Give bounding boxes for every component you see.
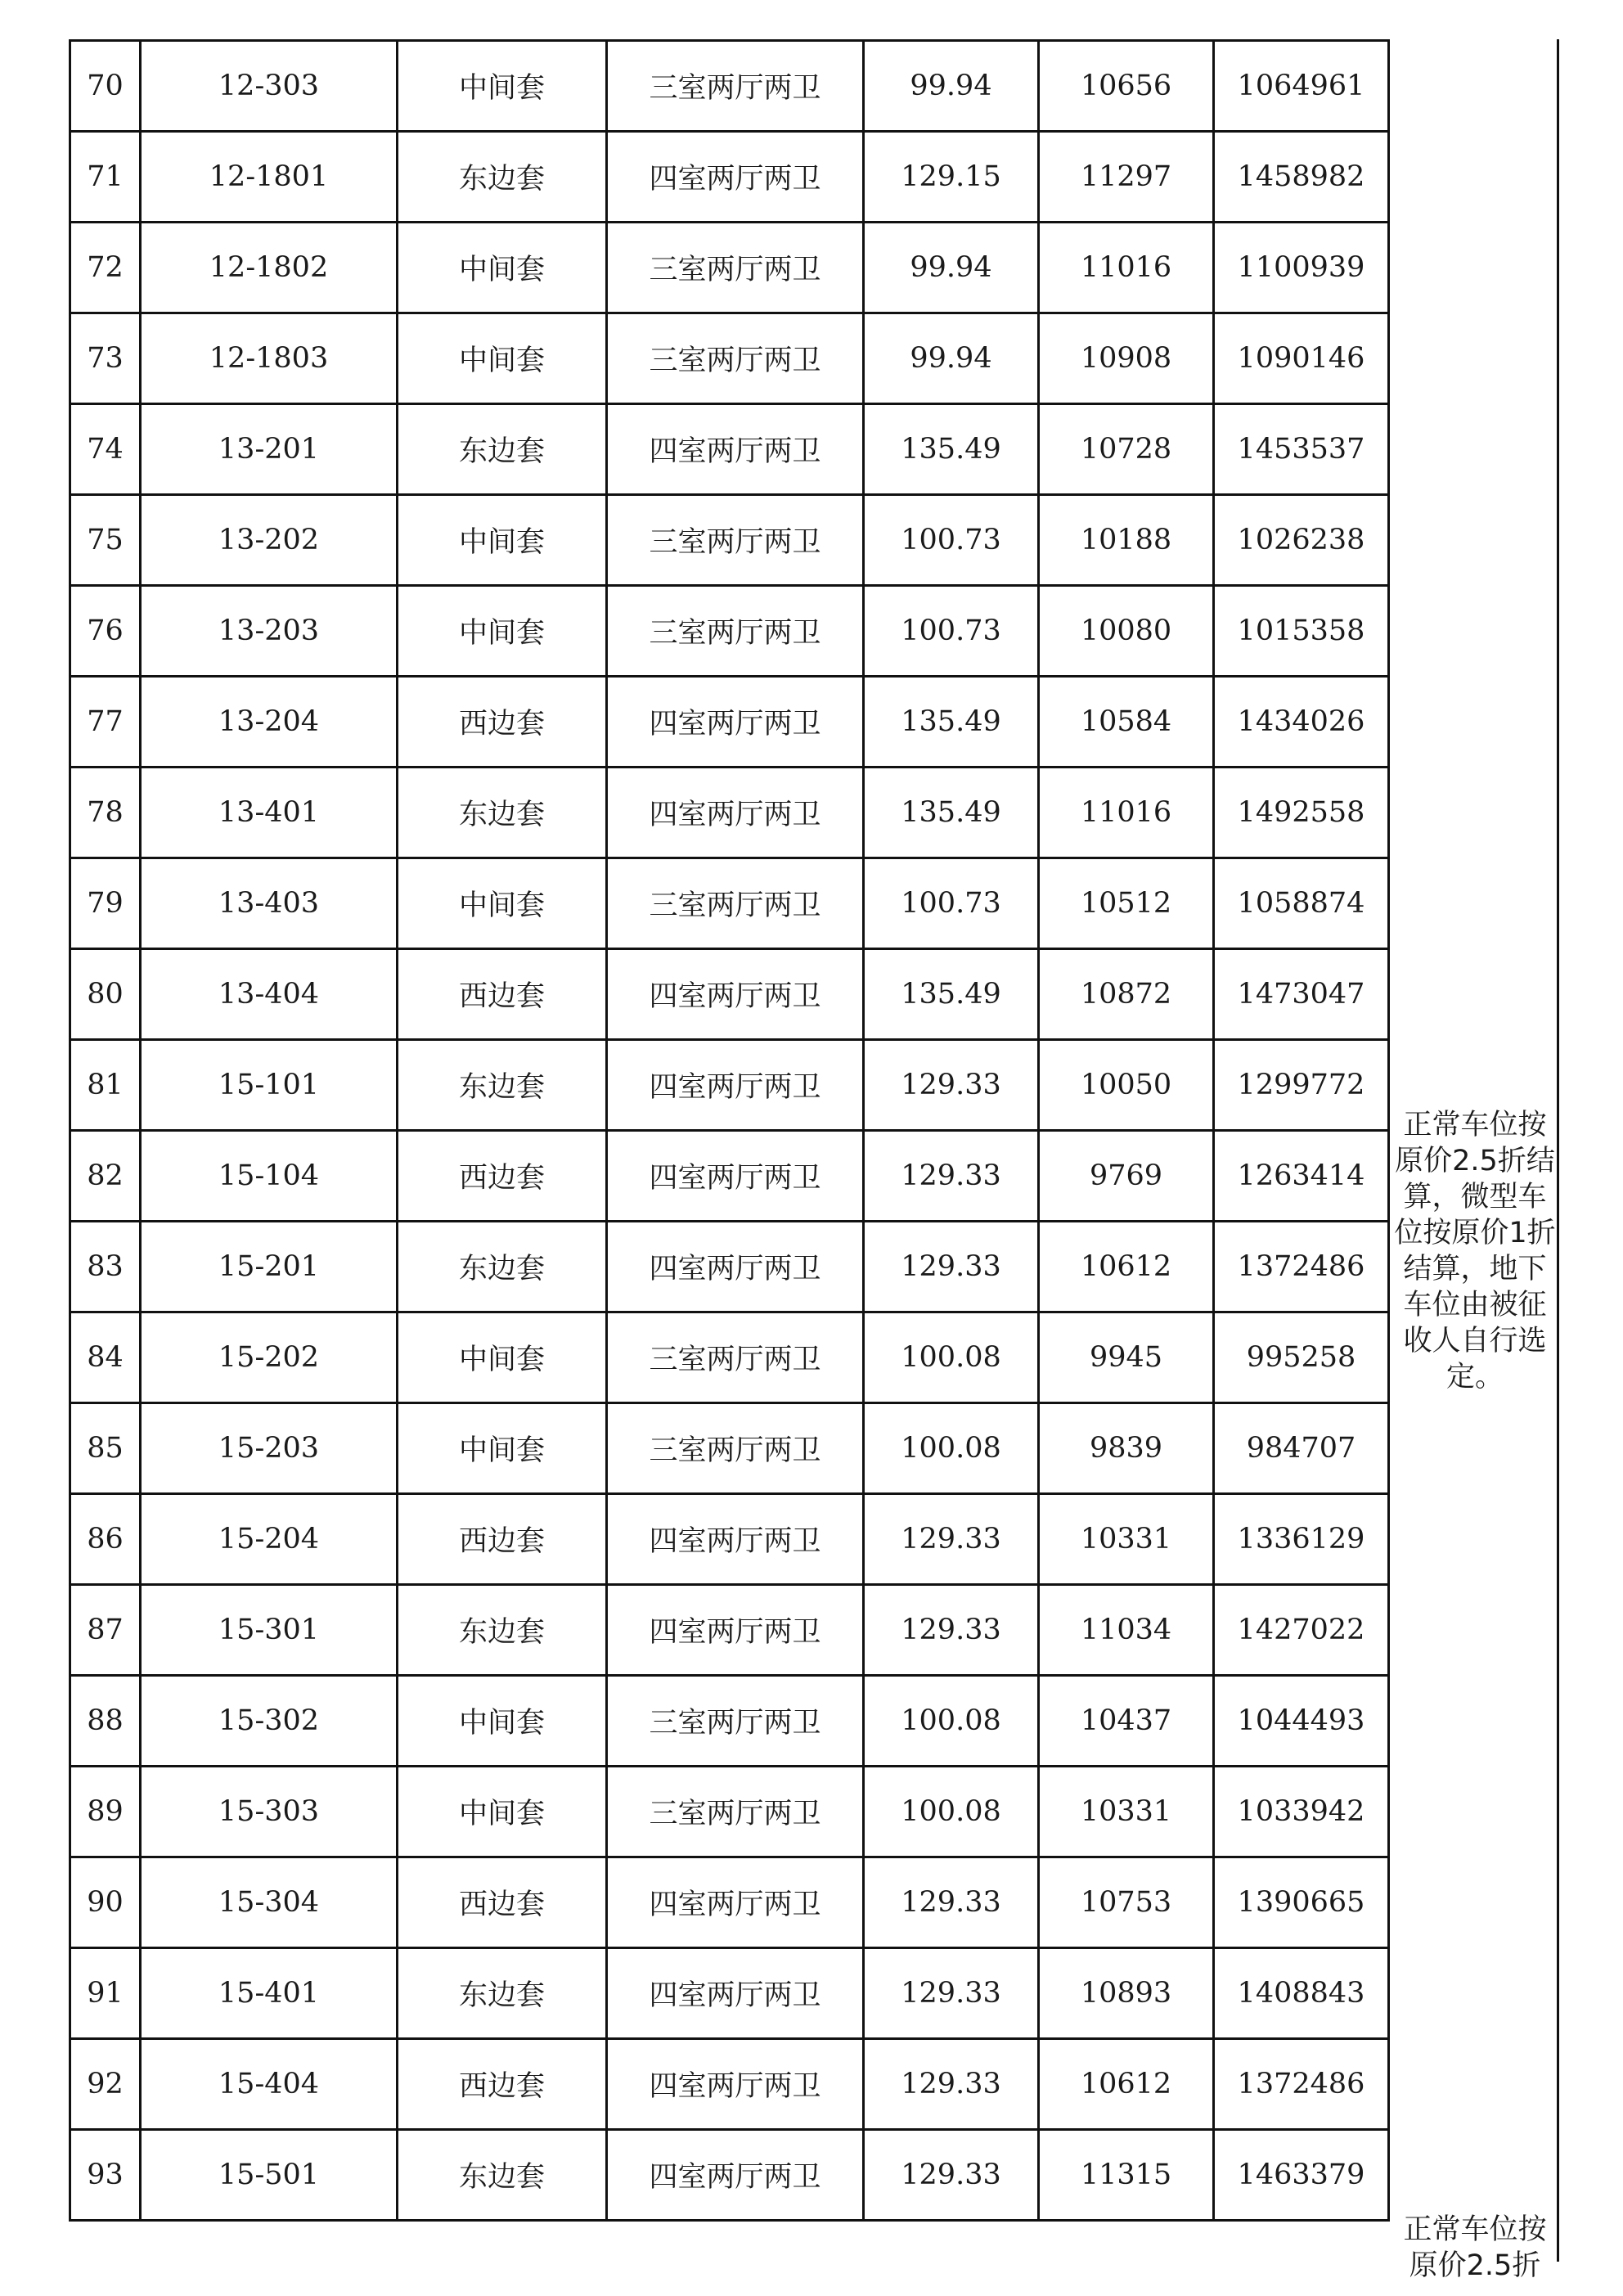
total-price-cell: 1015358	[1214, 586, 1389, 677]
room-layout-cell: 三室两厅两卫	[607, 41, 864, 132]
table-row	[70, 1494, 1389, 1585]
total-price-cell: 1427022	[1214, 1585, 1389, 1676]
unit-price-cell: 10753	[1039, 1857, 1214, 1948]
row-number-cell: 77	[70, 677, 141, 768]
room-layout-cell: 三室两厅两卫	[607, 1312, 864, 1403]
room-layout-cell: 四室两厅两卫	[607, 1040, 864, 1131]
table-row	[70, 1222, 1389, 1312]
unit-position-cell: 中间套	[398, 1312, 607, 1403]
area-cell: 99.94	[864, 41, 1039, 132]
total-price-cell: 1299772	[1214, 1040, 1389, 1131]
unit-price-cell: 11297	[1039, 132, 1214, 223]
area-cell: 100.08	[864, 1767, 1039, 1857]
table-row	[70, 132, 1389, 223]
table-row	[70, 41, 1389, 132]
room-layout-cell: 四室两厅两卫	[607, 949, 864, 1040]
unit-position-cell: 西边套	[398, 1494, 607, 1585]
area-cell: 135.49	[864, 677, 1039, 768]
row-number-cell: 80	[70, 949, 141, 1040]
parking-remark: 正常车位按原价2.5折结算，微型车位按原价1折结算，地下车位由被征收人自行选定。	[1394, 1109, 1556, 1393]
row-number-cell: 92	[70, 2039, 141, 2130]
table-row	[70, 1857, 1389, 1948]
room-layout-cell: 四室两厅两卫	[607, 1494, 864, 1585]
total-price-cell: 1336129	[1214, 1494, 1389, 1585]
area-cell: 135.49	[864, 404, 1039, 495]
row-number-cell: 78	[70, 768, 141, 858]
table-row	[70, 768, 1389, 858]
row-number-cell: 70	[70, 41, 141, 132]
total-price-cell: 1263414	[1214, 1131, 1389, 1222]
table-row	[70, 495, 1389, 586]
room-layout-cell: 三室两厅两卫	[607, 1676, 864, 1767]
row-number-cell: 84	[70, 1312, 141, 1403]
area-cell: 100.08	[864, 1312, 1039, 1403]
unit-number-cell: 13-404	[141, 949, 398, 1040]
unit-position-cell: 西边套	[398, 1857, 607, 1948]
unit-number-cell: 15-401	[141, 1948, 398, 2039]
unit-price-cell: 11034	[1039, 1585, 1214, 1676]
unit-number-cell: 15-501	[141, 2130, 398, 2221]
unit-position-cell: 中间套	[398, 1767, 607, 1857]
unit-position-cell: 西边套	[398, 949, 607, 1040]
area-cell: 129.33	[864, 1585, 1039, 1676]
unit-number-cell: 12-303	[141, 41, 398, 132]
table-row	[70, 949, 1389, 1040]
housing-table	[69, 39, 1390, 2222]
unit-position-cell: 东边套	[398, 1040, 607, 1131]
total-price-cell: 1372486	[1214, 2039, 1389, 2130]
table-row	[70, 2130, 1389, 2221]
unit-number-cell: 15-201	[141, 1222, 398, 1312]
row-number-cell: 81	[70, 1040, 141, 1131]
total-price-cell: 1473047	[1214, 949, 1389, 1040]
unit-price-cell: 10893	[1039, 1948, 1214, 2039]
unit-number-cell: 13-201	[141, 404, 398, 495]
table-row	[70, 1040, 1389, 1131]
total-price-cell: 1390665	[1214, 1857, 1389, 1948]
unit-number-cell: 12-1802	[141, 223, 398, 313]
row-number-cell: 88	[70, 1676, 141, 1767]
row-number-cell: 71	[70, 132, 141, 223]
area-cell: 129.33	[864, 2039, 1039, 2130]
unit-price-cell: 10728	[1039, 404, 1214, 495]
total-price-cell: 1434026	[1214, 677, 1389, 768]
total-price-cell: 1064961	[1214, 41, 1389, 132]
unit-position-cell: 东边套	[398, 1948, 607, 2039]
area-cell: 129.33	[864, 1494, 1039, 1585]
area-cell: 129.15	[864, 132, 1039, 223]
row-number-cell: 86	[70, 1494, 141, 1585]
unit-position-cell: 西边套	[398, 2039, 607, 2130]
area-cell: 129.33	[864, 2130, 1039, 2221]
unit-position-cell: 中间套	[398, 41, 607, 132]
unit-position-cell: 西边套	[398, 677, 607, 768]
area-cell: 129.33	[864, 1948, 1039, 2039]
room-layout-cell: 四室两厅两卫	[607, 2039, 864, 2130]
unit-number-cell: 15-101	[141, 1040, 398, 1131]
room-layout-cell: 四室两厅两卫	[607, 1857, 864, 1948]
total-price-cell: 1408843	[1214, 1948, 1389, 2039]
area-cell: 100.08	[864, 1676, 1039, 1767]
unit-number-cell: 13-204	[141, 677, 398, 768]
housing-allocation-sheet	[69, 39, 1567, 2282]
unit-number-cell: 13-203	[141, 586, 398, 677]
row-number-cell: 90	[70, 1857, 141, 1948]
total-price-cell: 1100939	[1214, 223, 1389, 313]
unit-number-cell: 15-404	[141, 2039, 398, 2130]
remarks-column	[1387, 39, 1559, 2282]
unit-price-cell: 10584	[1039, 677, 1214, 768]
table-row	[70, 1131, 1389, 1222]
unit-position-cell: 东边套	[398, 768, 607, 858]
room-layout-cell: 三室两厅两卫	[607, 223, 864, 313]
unit-position-cell: 中间套	[398, 495, 607, 586]
row-number-cell: 79	[70, 858, 141, 949]
area-cell: 135.49	[864, 768, 1039, 858]
area-cell: 129.33	[864, 1857, 1039, 1948]
total-price-cell: 1458982	[1214, 132, 1389, 223]
room-layout-cell: 四室两厅两卫	[607, 132, 864, 223]
total-price-cell: 995258	[1214, 1312, 1389, 1403]
unit-position-cell: 东边套	[398, 1222, 607, 1312]
total-price-cell: 1372486	[1214, 1222, 1389, 1312]
row-number-cell: 76	[70, 586, 141, 677]
table-row	[70, 677, 1389, 768]
area-cell: 129.33	[864, 1131, 1039, 1222]
room-layout-cell: 三室两厅两卫	[607, 313, 864, 404]
room-layout-cell: 三室两厅两卫	[607, 1767, 864, 1857]
area-cell: 129.33	[864, 1040, 1039, 1131]
table-body	[70, 41, 1389, 2221]
row-number-cell: 74	[70, 404, 141, 495]
table-row	[70, 313, 1389, 404]
unit-position-cell: 中间套	[398, 586, 607, 677]
unit-price-cell: 11315	[1039, 2130, 1214, 2221]
total-price-cell: 1026238	[1214, 495, 1389, 586]
unit-number-cell: 12-1801	[141, 132, 398, 223]
unit-number-cell: 15-304	[141, 1857, 398, 1948]
unit-number-cell: 15-202	[141, 1312, 398, 1403]
unit-price-cell: 10437	[1039, 1676, 1214, 1767]
row-number-cell: 72	[70, 223, 141, 313]
unit-position-cell: 中间套	[398, 1403, 607, 1494]
room-layout-cell: 四室两厅两卫	[607, 768, 864, 858]
unit-position-cell: 东边套	[398, 2130, 607, 2221]
unit-price-cell: 10188	[1039, 495, 1214, 586]
unit-number-cell: 15-302	[141, 1676, 398, 1767]
total-price-cell: 1463379	[1214, 2130, 1389, 2221]
unit-number-cell: 15-203	[141, 1403, 398, 1494]
table-row	[70, 586, 1389, 677]
total-price-cell: 1033942	[1214, 1767, 1389, 1857]
unit-price-cell: 10872	[1039, 949, 1214, 1040]
table-row	[70, 404, 1389, 495]
room-layout-cell: 四室两厅两卫	[607, 2130, 864, 2221]
room-layout-cell: 三室两厅两卫	[607, 858, 864, 949]
row-number-cell: 85	[70, 1403, 141, 1494]
unit-number-cell: 15-303	[141, 1767, 398, 1857]
parking-remark-continued: 正常车位按原价2.5折	[1403, 2213, 1547, 2282]
table-row	[70, 1585, 1389, 1676]
total-price-cell: 1058874	[1214, 858, 1389, 949]
row-number-cell: 93	[70, 2130, 141, 2221]
table-row	[70, 1312, 1389, 1403]
unit-price-cell: 10080	[1039, 586, 1214, 677]
area-cell: 99.94	[864, 223, 1039, 313]
table-row	[70, 223, 1389, 313]
total-price-cell: 1453537	[1214, 404, 1389, 495]
total-price-cell: 1090146	[1214, 313, 1389, 404]
room-layout-cell: 三室两厅两卫	[607, 1403, 864, 1494]
room-layout-cell: 三室两厅两卫	[607, 495, 864, 586]
room-layout-cell: 三室两厅两卫	[607, 586, 864, 677]
unit-price-cell: 10656	[1039, 41, 1214, 132]
unit-position-cell: 西边套	[398, 1131, 607, 1222]
unit-price-cell: 9839	[1039, 1403, 1214, 1494]
unit-number-cell: 15-104	[141, 1131, 398, 1222]
unit-price-cell: 11016	[1039, 768, 1214, 858]
table-row	[70, 1948, 1389, 2039]
unit-position-cell: 东边套	[398, 404, 607, 495]
area-cell: 100.08	[864, 1403, 1039, 1494]
unit-number-cell: 15-301	[141, 1585, 398, 1676]
unit-position-cell: 中间套	[398, 858, 607, 949]
total-price-cell: 1044493	[1214, 1676, 1389, 1767]
row-number-cell: 75	[70, 495, 141, 586]
unit-price-cell: 11016	[1039, 223, 1214, 313]
unit-number-cell: 13-202	[141, 495, 398, 586]
room-layout-cell: 四室两厅两卫	[607, 1222, 864, 1312]
area-cell: 100.73	[864, 495, 1039, 586]
area-cell: 100.73	[864, 586, 1039, 677]
table-row	[70, 858, 1389, 949]
unit-price-cell: 9945	[1039, 1312, 1214, 1403]
row-number-cell: 82	[70, 1131, 141, 1222]
room-layout-cell: 四室两厅两卫	[607, 1948, 864, 2039]
unit-price-cell: 10331	[1039, 1494, 1214, 1585]
unit-position-cell: 中间套	[398, 1676, 607, 1767]
total-price-cell: 984707	[1214, 1403, 1389, 1494]
unit-number-cell: 15-204	[141, 1494, 398, 1585]
table-row	[70, 2039, 1389, 2130]
unit-price-cell: 10512	[1039, 858, 1214, 949]
table-row	[70, 1767, 1389, 1857]
area-cell: 99.94	[864, 313, 1039, 404]
unit-price-cell: 10331	[1039, 1767, 1214, 1857]
unit-price-cell: 10612	[1039, 1222, 1214, 1312]
row-number-cell: 87	[70, 1585, 141, 1676]
unit-price-cell: 10908	[1039, 313, 1214, 404]
room-layout-cell: 四室两厅两卫	[607, 677, 864, 768]
unit-number-cell: 13-403	[141, 858, 398, 949]
room-layout-cell: 四室两厅两卫	[607, 1131, 864, 1222]
unit-number-cell: 12-1803	[141, 313, 398, 404]
unit-price-cell: 9769	[1039, 1131, 1214, 1222]
unit-price-cell: 10612	[1039, 2039, 1214, 2130]
room-layout-cell: 四室两厅两卫	[607, 1585, 864, 1676]
area-cell: 135.49	[864, 949, 1039, 1040]
unit-position-cell: 中间套	[398, 223, 607, 313]
unit-position-cell: 中间套	[398, 313, 607, 404]
unit-position-cell: 东边套	[398, 1585, 607, 1676]
room-layout-cell: 四室两厅两卫	[607, 404, 864, 495]
row-number-cell: 73	[70, 313, 141, 404]
row-number-cell: 89	[70, 1767, 141, 1857]
row-number-cell: 91	[70, 1948, 141, 2039]
area-cell: 100.73	[864, 858, 1039, 949]
table-row	[70, 1403, 1389, 1494]
table-row	[70, 1676, 1389, 1767]
unit-price-cell: 10050	[1039, 1040, 1214, 1131]
row-number-cell: 83	[70, 1222, 141, 1312]
total-price-cell: 1492558	[1214, 768, 1389, 858]
unit-position-cell: 东边套	[398, 132, 607, 223]
area-cell: 129.33	[864, 1222, 1039, 1312]
unit-number-cell: 13-401	[141, 768, 398, 858]
